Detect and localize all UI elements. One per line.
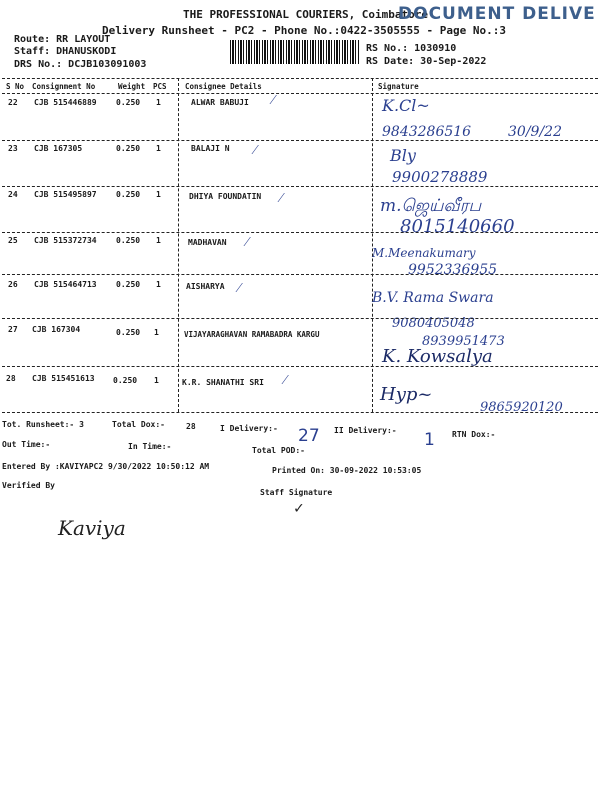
table-bottom-border	[2, 412, 598, 413]
staff-signature-label: Staff Signature	[260, 488, 333, 497]
document-delivered-stamp: DOCUMENT DELIVE	[398, 4, 596, 24]
col-pcs: PCS	[153, 82, 167, 91]
drs-number: DRS No.: DCJB103091003	[14, 59, 147, 70]
recipient-signature: K. Kowsalya	[382, 346, 493, 367]
col-weight: Weight	[118, 82, 146, 91]
ii-delivery-value: 1	[424, 430, 435, 450]
total-pod-label: Total POD:-	[252, 446, 305, 455]
recipient-phone: 9843286516	[382, 124, 472, 140]
staff-label: Staff: DHANUSKODI	[14, 46, 117, 57]
entered-by: Entered By :KAVIYAPC2 9/30/2022 10:50:12 AM	[2, 462, 210, 471]
recipient-phone: 9080405048	[392, 316, 475, 331]
recipient-phone: 9900278889	[392, 168, 488, 186]
i-delivery-value: 27	[298, 426, 320, 446]
consignee-column-divider	[178, 78, 179, 412]
company-name: THE PROFESSIONAL COURIERS, Coimbatore	[183, 8, 429, 21]
row-consignment: CJB 167304	[32, 325, 81, 334]
rs-number: RS No.: 1030910	[366, 43, 457, 54]
signature-date: 30/9/22	[508, 124, 562, 140]
recipient-signature: M.Meenakumary	[372, 246, 476, 260]
row-consignment: CJB 515446889	[34, 98, 97, 107]
row-pcs: 1	[156, 280, 161, 289]
recipient-phone: 8939951473	[422, 334, 505, 349]
recipient-signature: B.V. Rama Swara	[372, 290, 494, 306]
col-consignment: Consignment No	[32, 82, 96, 91]
row-consignee: ALWAR BABUJI	[191, 98, 249, 107]
in-time-label: In Time:-	[128, 442, 172, 451]
i-delivery-label: I Delivery:-	[220, 424, 278, 433]
runsheet-title: Delivery Runsheet - PC2 - Phone No.:0422-3505555 - Page No.:3	[102, 24, 506, 37]
row-weight: 0.250	[116, 280, 141, 289]
row-pcs: 1	[154, 376, 159, 385]
row-sno: 25	[8, 236, 18, 245]
row-consignment: CJB 515464713	[34, 280, 97, 289]
table-header-border	[2, 93, 598, 94]
ii-delivery-label: II Delivery:-	[334, 426, 397, 435]
row-weight: 0.250	[116, 144, 141, 153]
verified-by-label: Verified By	[2, 481, 55, 490]
check-mark-icon: ⁄	[284, 372, 287, 388]
row-weight: 0.250	[116, 190, 141, 199]
recipient-phone: 9865920120	[480, 400, 563, 415]
check-mark-icon: ⁄	[280, 190, 283, 206]
staff-signature-mark: ✓	[294, 498, 304, 517]
row-consignment: CJB 515495897	[34, 190, 97, 199]
row-pcs: 1	[156, 236, 161, 245]
row-pcs: 1	[154, 328, 159, 337]
row-divider	[2, 186, 598, 187]
col-consignee: Consignee Details	[185, 82, 262, 91]
col-sno: S No	[6, 82, 25, 91]
row-pcs: 1	[156, 190, 161, 199]
check-mark-icon: ⁄	[254, 142, 257, 158]
col-signature: Signature	[378, 82, 419, 91]
total-dox-value: 28	[186, 422, 196, 431]
out-time-label: Out Time:-	[2, 440, 51, 449]
row-weight: 0.250	[116, 98, 141, 107]
row-consignee: BALAJI N	[191, 144, 230, 153]
route-label: Route: RR LAYOUT	[14, 34, 111, 45]
recipient-signature: K.Cl~	[382, 96, 430, 115]
recipient-signature: m.ஜெய்வீரப	[380, 196, 482, 216]
check-mark-icon: ⁄	[238, 280, 241, 296]
row-consignee: MADHAVAN	[188, 238, 227, 247]
row-divider	[2, 140, 598, 141]
row-consignee: VIJAYARAGHAVAN RAMABADRA KARGU	[184, 330, 320, 339]
row-consignee: K.R. SHANATHI SRI	[182, 378, 264, 387]
row-sno: 24	[8, 190, 18, 199]
printed-on: Printed On: 30-09-2022 10:53:05	[272, 466, 422, 475]
verifier-signature: Kaviya	[58, 516, 126, 540]
table-top-border	[2, 78, 598, 79]
row-pcs: 1	[156, 98, 161, 107]
rtn-dox-label: RTN Dox:-	[452, 430, 496, 439]
row-consignee: AISHARYA	[186, 282, 225, 291]
row-weight: 0.250	[116, 236, 141, 245]
row-divider	[2, 232, 598, 233]
row-sno: 28	[6, 374, 16, 383]
total-runsheet: Tot. Runsheet:- 3	[2, 420, 84, 429]
row-consignment: CJB 515372734	[34, 236, 97, 245]
row-consignee: DHIYA FOUNDATIN	[189, 192, 262, 201]
recipient-signature: Bly	[390, 146, 416, 165]
row-pcs: 1	[156, 144, 161, 153]
row-consignment: CJB 167305	[34, 144, 83, 153]
row-sno: 27	[8, 325, 18, 334]
row-consignment: CJB 515451613	[32, 374, 95, 383]
row-sno: 22	[8, 98, 18, 107]
signature-column-divider	[372, 78, 373, 412]
check-mark-icon: ⁄	[246, 234, 249, 250]
rs-date: RS Date: 30-Sep-2022	[366, 56, 487, 67]
row-sno: 23	[8, 144, 18, 153]
row-divider	[2, 366, 598, 367]
row-weight: 0.250	[116, 328, 141, 337]
row-divider	[2, 318, 598, 319]
recipient-phone: 9952336955	[408, 262, 498, 278]
barcode-icon	[230, 40, 360, 64]
row-weight: 0.250	[113, 376, 138, 385]
row-sno: 26	[8, 280, 18, 289]
total-dox-label: Total Dox:-	[112, 420, 165, 429]
row-divider	[2, 274, 598, 275]
recipient-phone: 8015140660	[400, 216, 515, 237]
check-mark-icon: ⁄	[272, 92, 275, 108]
recipient-signature: Hyp~	[380, 384, 433, 405]
